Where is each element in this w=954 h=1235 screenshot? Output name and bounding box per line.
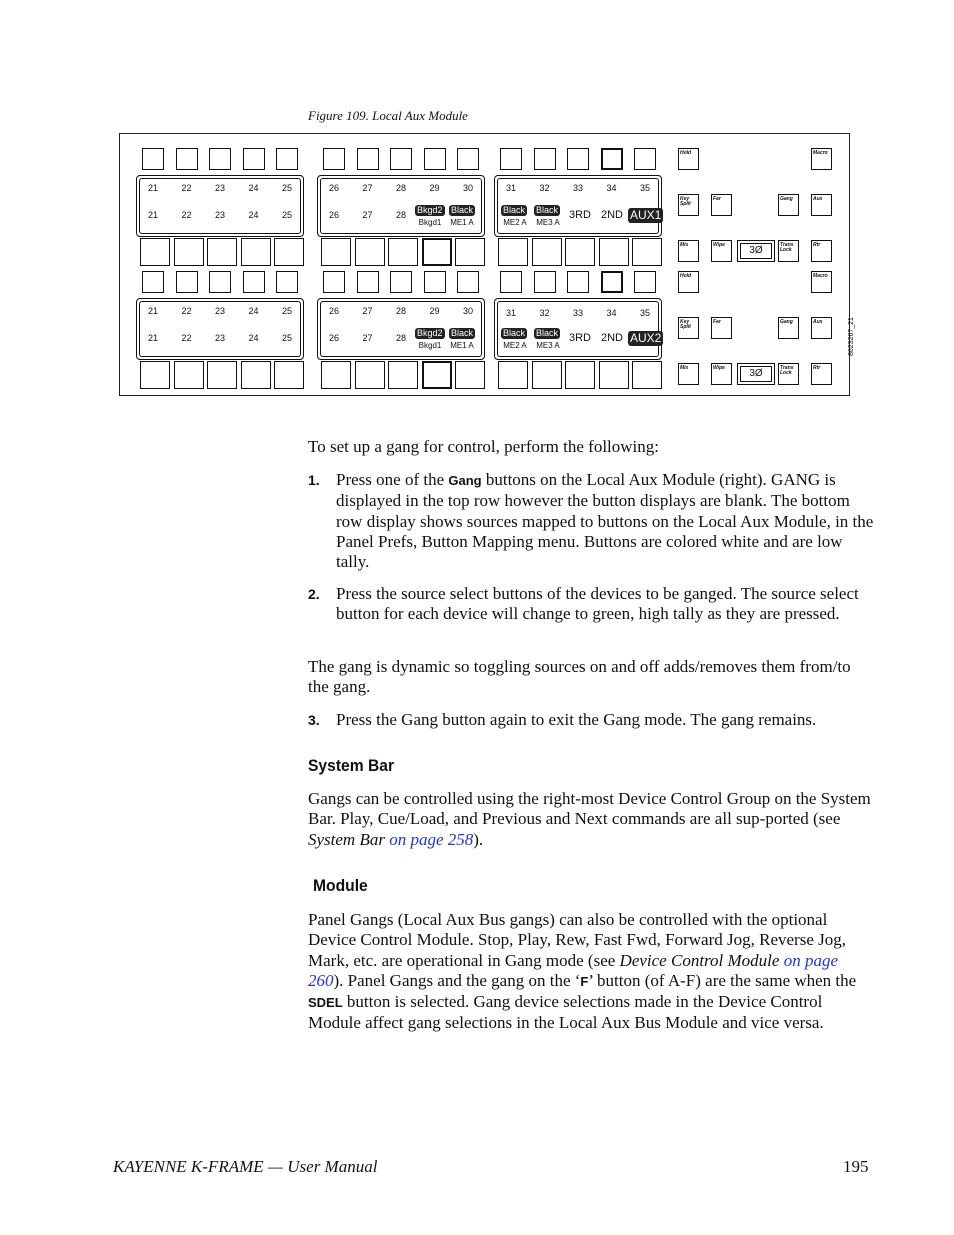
black-label: Black (451, 205, 474, 215)
step-number: 1. (308, 472, 320, 488)
gang-button[interactable]: Gang (778, 317, 799, 339)
mod-text-d: button is selected. Gang device selections made in the Device Control Module affect gang selections in the Local Aux Bus Module and vice versa. (308, 992, 824, 1033)
rtr-button[interactable]: Rtr (811, 363, 832, 385)
step1-text-a: Press one of the (336, 470, 449, 489)
source-number: 23 (214, 183, 225, 193)
source-number: 21 (147, 210, 158, 220)
step1-text-b: buttons on the Local Aux Module (right). GANG is displayed in the top row however the button displays are blank. The bottom row display shows sources mapped to buttons on the Local Aux Module, in the Panel Prefs, Button Mapping menu. Buttons are colored white and are low tally. (336, 470, 874, 572)
source-button[interactable] (209, 271, 231, 293)
source-number: 24 (248, 306, 259, 316)
sdel-keyword: SDEL (308, 995, 343, 1011)
black-label: Black (503, 328, 526, 338)
source-button[interactable] (174, 361, 204, 389)
mix-button[interactable]: Mix (678, 363, 699, 385)
mod-page-link[interactable]: on page 260 (308, 950, 838, 990)
source-button[interactable] (276, 148, 298, 170)
source-number: 29 (429, 183, 440, 193)
figure-caption: Figure 109. Local Aux Module (308, 108, 468, 123)
source-button[interactable] (634, 271, 656, 293)
black-label: Black (451, 328, 474, 338)
black-label: Black (536, 205, 559, 215)
source-button[interactable] (390, 271, 412, 293)
me1a-label: ME1 A (450, 218, 474, 227)
gang-keyword: Gang (448, 473, 482, 488)
source-button[interactable] (498, 361, 528, 389)
mix-button[interactable]: Mix (678, 240, 699, 262)
source-button[interactable] (176, 148, 198, 170)
source-button[interactable] (534, 271, 556, 293)
hold-button[interactable]: Hold (678, 271, 699, 293)
source-button[interactable] (355, 361, 385, 389)
source-button[interactable] (241, 361, 271, 389)
step2-text: Press the source select buttons of the devices to be ganged. The source select button for each device will change to green, high tally as they are pressed. (336, 584, 859, 624)
source-button[interactable] (565, 361, 595, 389)
phase-label: 3Ø (749, 368, 763, 379)
dynamic-paragraph: The gang is dynamic so toggling sources on and off adds/removes them from/to the gang. (308, 657, 851, 697)
source-button[interactable] (457, 148, 479, 170)
third-label: 3RD (569, 332, 592, 344)
step3-text: Press the Gang button again to exit the Gang mode. The gang remains. (336, 710, 817, 729)
source-button[interactable] (500, 271, 522, 293)
source-number: 22 (181, 183, 192, 193)
source-number: 28 (395, 210, 406, 220)
far-button[interactable]: Far (711, 194, 732, 216)
source-button[interactable] (207, 361, 237, 389)
source-button[interactable] (388, 361, 418, 389)
source-number: 25 (281, 306, 292, 316)
source-number: 22 (181, 306, 192, 316)
source-button[interactable] (355, 238, 385, 266)
source-button[interactable] (243, 148, 265, 170)
source-button[interactable] (601, 148, 623, 170)
source-button[interactable] (140, 238, 170, 266)
trans-lock-button[interactable]: Trans Lock (778, 240, 799, 262)
second-label: 2ND (601, 332, 624, 344)
local-aux-module-figure (119, 133, 850, 396)
source-button[interactable] (207, 238, 237, 266)
source-number: 31 (505, 308, 516, 318)
source-number: 35 (639, 308, 650, 318)
source-button[interactable] (498, 238, 528, 266)
source-button[interactable] (388, 238, 418, 266)
source-number: 35 (639, 183, 650, 193)
source-number: 33 (572, 183, 583, 193)
source-number: 24 (248, 183, 259, 193)
heading-system-bar: System Bar (308, 756, 395, 775)
macro-button[interactable]: Macro (811, 271, 832, 293)
source-button[interactable] (455, 361, 485, 389)
source-number: 28 (395, 183, 406, 193)
source-button[interactable] (390, 148, 412, 170)
source-button[interactable] (140, 361, 170, 389)
source-button[interactable] (209, 148, 231, 170)
source-button[interactable] (599, 238, 629, 266)
rtr-button[interactable]: Rtr (811, 240, 832, 262)
system-bar-paragraph (308, 789, 873, 850)
source-number: 25 (281, 210, 292, 220)
source-number: 21 (147, 183, 158, 193)
source-number: 27 (362, 333, 373, 343)
gang-button[interactable]: Gang (778, 194, 799, 216)
source-button[interactable] (632, 361, 662, 389)
source-button[interactable] (243, 271, 265, 293)
source-number: 21 (147, 306, 158, 316)
aux-button[interactable]: Aux (811, 317, 832, 339)
source-button[interactable] (634, 148, 656, 170)
source-button[interactable] (457, 271, 479, 293)
source-button[interactable] (274, 238, 304, 266)
source-button[interactable] (321, 361, 351, 389)
source-button[interactable] (323, 148, 345, 170)
mod-ref: Device Control Module (619, 950, 780, 970)
source-number: 23 (214, 210, 225, 220)
source-number: 30 (462, 183, 473, 193)
far-button[interactable]: Far (711, 317, 732, 339)
wipe-button[interactable]: Wipe (711, 363, 732, 385)
heading-module: Module (313, 876, 368, 895)
source-button[interactable] (455, 238, 485, 266)
source-number: 23 (214, 333, 225, 343)
source-number: 26 (328, 306, 339, 316)
source-number: 31 (505, 183, 516, 193)
source-button[interactable] (357, 148, 379, 170)
me3a-label: ME3 A (536, 218, 560, 227)
source-button[interactable] (176, 271, 198, 293)
source-button[interactable] (321, 238, 351, 266)
macro-button[interactable]: Macro (811, 148, 832, 170)
source-number: 22 (181, 210, 192, 220)
source-button[interactable] (424, 148, 446, 170)
source-button[interactable] (422, 361, 452, 389)
source-number: 22 (181, 333, 192, 343)
me1a-label: ME1 A (450, 341, 474, 350)
black-label: Black (503, 205, 526, 215)
footer-title: KAYENNE K-FRAME — User Manual (113, 1157, 378, 1176)
trans-lock-button[interactable]: Trans Lock (778, 363, 799, 385)
phase-button[interactable] (737, 240, 775, 262)
source-number: 24 (248, 210, 259, 220)
bkgd1-label: Bkgd1 (418, 218, 442, 227)
page-number: 195 (843, 1157, 869, 1176)
source-button[interactable] (142, 271, 164, 293)
source-number: 21 (147, 333, 158, 343)
source-button[interactable] (567, 148, 589, 170)
source-button[interactable] (532, 361, 562, 389)
source-number: 30 (462, 306, 473, 316)
third-label: 3RD (569, 209, 592, 221)
phase-label: 3Ø (749, 245, 763, 256)
source-button[interactable] (565, 238, 595, 266)
bkgd1-label: Bkgd1 (418, 341, 442, 350)
source-button[interactable] (422, 238, 452, 266)
source-number: 27 (362, 210, 373, 220)
step-number: 3. (308, 712, 320, 728)
source-button[interactable] (274, 361, 304, 389)
source-button[interactable] (142, 148, 164, 170)
sys-ref: System Bar (308, 829, 385, 849)
source-button[interactable] (601, 271, 623, 293)
mod-text-c: ’ button (of A-F) are the same when the (588, 970, 857, 990)
me2a-label: ME2 A (503, 341, 527, 350)
bkgd2-label: Bkgd2 (417, 205, 443, 215)
source-button[interactable] (241, 238, 271, 266)
source-number: 27 (362, 183, 373, 193)
f-keyword: F (580, 973, 589, 989)
mod-text-a: Panel Gangs (Local Aux Bus gangs) can also be controlled with the optional Device Control Module. Stop, Play, Rew, Fast Fwd, Forward Jog, Reverse Jog, Mark, etc. are operational in Gang mode (see (308, 910, 846, 970)
source-button[interactable] (632, 238, 662, 266)
source-number: 33 (572, 308, 583, 318)
figure-code: 8623267_21 (848, 317, 855, 356)
source-button[interactable] (174, 238, 204, 266)
source-button[interactable] (599, 361, 629, 389)
source-button[interactable] (424, 271, 446, 293)
source-number: 24 (248, 333, 259, 343)
source-button[interactable] (276, 271, 298, 293)
source-number: 34 (606, 308, 617, 318)
second-label: 2ND (601, 209, 624, 221)
black-label: Black (536, 328, 559, 338)
sys-text-a: Gangs can be controlled using the right-most Device Control Group on the System Bar. Play, Cue/Load, and Previous and Next commands are all sup-ported (see (308, 789, 871, 829)
source-number: 28 (395, 306, 406, 316)
source-number: 34 (606, 183, 617, 193)
hold-button[interactable]: Hold (678, 148, 699, 170)
source-number: 28 (395, 333, 406, 343)
source-button[interactable] (567, 271, 589, 293)
aux-label: AUX1 (630, 208, 662, 222)
source-number: 26 (328, 210, 339, 220)
sys-text-b: ). (473, 829, 484, 849)
source-button[interactable] (532, 238, 562, 266)
mod-text-b: ). Panel Gangs and the gang on the ‘ (333, 970, 581, 990)
source-number: 26 (328, 183, 339, 193)
source-number: 26 (328, 333, 339, 343)
me3a-label: ME3 A (536, 341, 560, 350)
source-number: 32 (539, 308, 550, 318)
source-button[interactable] (357, 271, 379, 293)
phase-button[interactable] (737, 363, 775, 385)
source-button[interactable] (323, 271, 345, 293)
module-paragraph (308, 910, 873, 1034)
source-number: 32 (539, 183, 550, 193)
aux-button[interactable]: Aux (811, 194, 832, 216)
source-number: 29 (429, 306, 440, 316)
source-number: 23 (214, 306, 225, 316)
key-split-button[interactable]: Key Split (678, 317, 699, 339)
sys-page-link[interactable]: on page 258 (384, 829, 474, 849)
source-number: 25 (281, 183, 292, 193)
wipe-button[interactable]: Wipe (711, 240, 732, 262)
key-split-button[interactable]: Key Split (678, 194, 699, 216)
intro-paragraph: To set up a gang for control, perform the following: (308, 437, 659, 456)
bkgd2-label: Bkgd2 (417, 328, 443, 338)
source-number: 27 (362, 306, 373, 316)
me2a-label: ME2 A (503, 218, 527, 227)
source-number: 25 (281, 333, 292, 343)
aux-label: AUX2 (630, 331, 662, 345)
source-button[interactable] (534, 148, 556, 170)
step-number: 2. (308, 586, 320, 602)
source-button[interactable] (500, 148, 522, 170)
